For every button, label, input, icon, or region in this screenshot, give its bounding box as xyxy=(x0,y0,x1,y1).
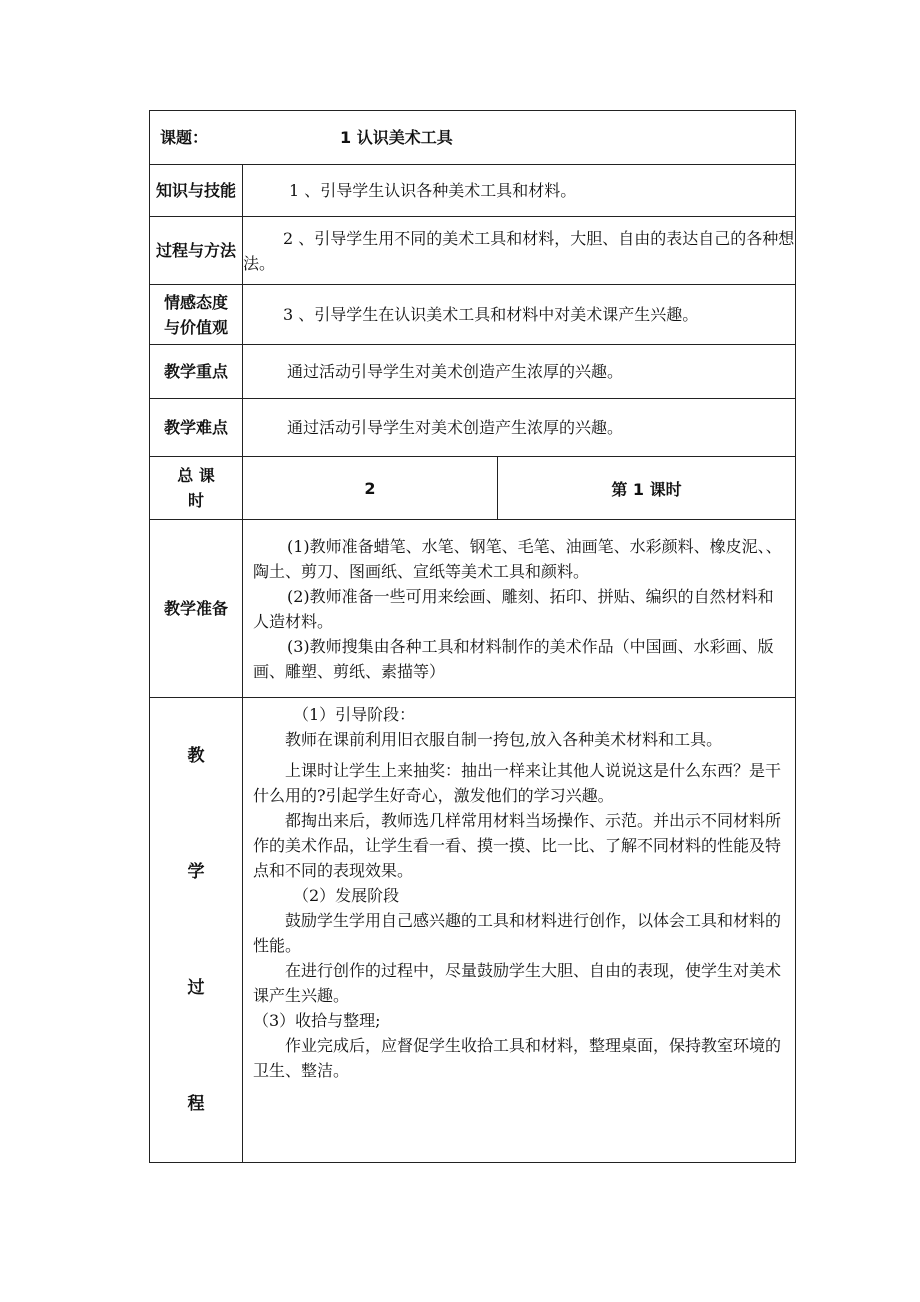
method-text: 2 、引导学生用不同的美术工具和材料，大胆、自由的表达自己的各种想法。 xyxy=(243,217,796,285)
process-label-char: 过 xyxy=(187,978,205,998)
preparation-row xyxy=(150,520,796,698)
knowledge-row xyxy=(150,165,796,217)
stage2-title: （2）发展阶段 xyxy=(293,886,400,905)
preparation-label: 教学准备 xyxy=(150,520,243,698)
method-row xyxy=(150,217,796,285)
process-content xyxy=(243,698,796,1163)
stage2-paragraph: 在进行创作的过程中，尽量鼓励学生大胆、自由的表现，使学生对美术课产生兴趣。 xyxy=(253,961,782,1005)
stage1-paragraph: 上课时让学生上来抽奖：抽出一样来让其他人说说这是什么东西？是干什么用的?引起学生好奇心，激发他们的学习兴趣。 xyxy=(253,761,782,805)
emotion-label-line2: 与价值观 xyxy=(163,317,228,337)
total-hours-value: 2 xyxy=(243,457,498,520)
current-hour-value: 第 1 课时 xyxy=(498,457,796,520)
hours-label-line1: 总 课 xyxy=(177,466,215,485)
focus-text: 通过活动引导学生对美术创造产生浓厚的兴趣。 xyxy=(243,345,796,399)
process-label-char: 学 xyxy=(187,862,205,882)
process-label-char: 教 xyxy=(187,746,205,766)
process-label xyxy=(150,698,243,1163)
focus-label: 教学重点 xyxy=(150,345,243,399)
stage1-paragraph: 教师在课前利用旧衣服自制一挎包,放入各种美术材料和工具。 xyxy=(285,730,723,749)
emotion-text: 3 、引导学生在认识美术工具和材料中对美术课产生兴趣。 xyxy=(243,285,796,345)
emotion-row xyxy=(150,285,796,345)
difficulty-row xyxy=(150,399,796,457)
preparation-item: (3)教师搜集由各种工具和材料制作的美术作品（中国画、水彩画、版画、雕塑、剪纸、素描等） xyxy=(253,636,774,681)
difficulty-text: 通过活动引导学生对美术创造产生浓厚的兴趣。 xyxy=(243,399,796,457)
hours-row xyxy=(150,457,796,520)
lesson-plan-page xyxy=(149,110,795,1163)
title-row xyxy=(150,111,796,165)
stage1-title: （1）引导阶段： xyxy=(293,705,416,724)
hours-label xyxy=(150,457,243,520)
stage3-title: （3）收拾与整理; xyxy=(253,1011,381,1030)
stage3-paragraph: 作业完成后，应督促学生收拾工具和材料，整理桌面，保持教室环境的卫生、整洁。 xyxy=(253,1036,782,1080)
preparation-content xyxy=(243,520,796,698)
hours-label-line2: 时 xyxy=(187,491,204,510)
process-label-char: 程 xyxy=(187,1094,205,1114)
difficulty-label: 教学难点 xyxy=(150,399,243,457)
method-label: 过程与方法 xyxy=(150,217,243,285)
preparation-item: (1)教师准备蜡笔、水笔、钢笔、毛笔、油画笔、水彩颜料、橡皮泥、、陶土、剪刀、图画纸、宣纸等美术工具和颜料。 xyxy=(253,536,782,581)
process-row xyxy=(150,698,796,1163)
stage2-paragraph: 鼓励学生学用自己感兴趣的工具和材料进行创作，以体会工具和材料的性能。 xyxy=(253,911,782,955)
knowledge-text: 1 、引导学生认识各种美术工具和材料。 xyxy=(243,165,796,217)
focus-row xyxy=(150,345,796,399)
stage1-paragraph: 都掏出来后，教师选几样常用材料当场操作、示范。并出示不同材料所作的美术作品，让学生看一看、摸一摸、比一比、了解不同材料的性能及特点和不同的表现效果。 xyxy=(253,811,782,880)
emotion-label xyxy=(150,285,243,345)
emotion-label-line1: 情感态度 xyxy=(163,292,228,312)
title-label: 课题： xyxy=(160,128,209,147)
knowledge-label: 知识与技能 xyxy=(150,165,243,217)
preparation-item: (2)教师准备一些可用来绘画、雕刻、拓印、拼贴、编织的自然材料和人造材料。 xyxy=(253,586,774,631)
lesson-plan-table xyxy=(149,110,796,1163)
lesson-title: 1 认识美术工具 xyxy=(340,128,453,147)
